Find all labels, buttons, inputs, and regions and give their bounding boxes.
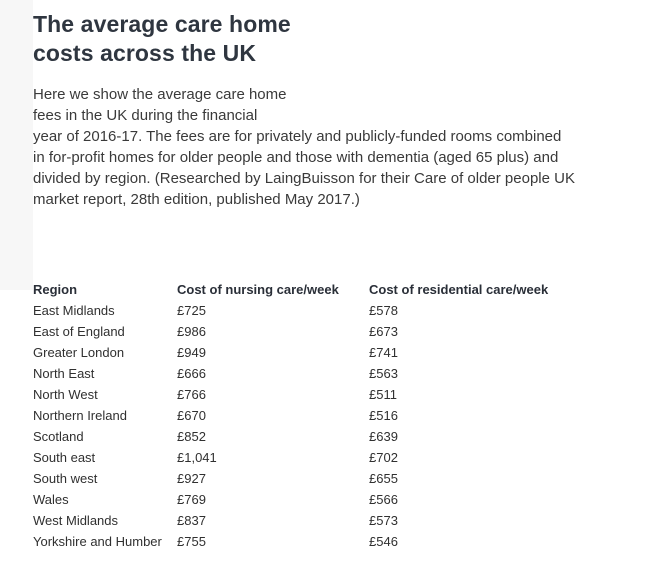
table-row (33, 384, 589, 405)
nursing-cost-cell: £949 (177, 345, 206, 360)
header-region: Region (33, 281, 78, 297)
care-costs-table (33, 278, 589, 552)
table-row (33, 426, 589, 447)
region-cell: North East (33, 366, 95, 381)
header-residential-cost: Cost of residential care/week (369, 281, 549, 297)
region-cell: Greater London (33, 345, 125, 360)
region-cell: Yorkshire and Humber (33, 534, 162, 549)
residential-cost-cell: £516 (369, 408, 398, 423)
page-title (33, 10, 323, 68)
residential-cost-cell: £655 (369, 471, 398, 486)
table-row (33, 363, 589, 384)
residential-cost-cell: £573 (369, 513, 398, 528)
residential-cost-cell: £546 (369, 534, 398, 549)
residential-cost-cell: £578 (369, 303, 398, 318)
residential-cost-cell: £566 (369, 492, 398, 507)
header-nursing-cost: Cost of nursing care/week (177, 281, 339, 297)
region-cell: East of England (33, 324, 125, 339)
residential-cost-cell: £673 (369, 324, 398, 339)
table-row (33, 489, 589, 510)
table-row (33, 405, 589, 426)
table-row (33, 342, 589, 363)
residential-cost-cell: £639 (369, 429, 398, 444)
table-row (33, 321, 589, 342)
nursing-cost-cell: £852 (177, 429, 206, 444)
intro-line: year of 2016-17. The fees are for privately and publicly-funded rooms combined (33, 128, 562, 145)
nursing-cost-cell: £670 (177, 408, 206, 423)
region-cell: South east (33, 450, 96, 465)
intro-line: fees in the UK during the financial (33, 107, 258, 124)
nursing-cost-cell: £766 (177, 387, 206, 402)
nursing-cost-cell: £725 (177, 303, 206, 318)
nursing-cost-cell: £986 (177, 324, 206, 339)
title-line: The average care home (33, 11, 291, 37)
nursing-cost-cell: £755 (177, 534, 206, 549)
left-gutter (0, 0, 33, 290)
table-row (33, 300, 589, 321)
nursing-cost-cell: £666 (177, 366, 206, 381)
intro-line: Here we show the average care home (33, 86, 287, 103)
region-cell: Northern Ireland (33, 408, 127, 423)
table-row (33, 510, 589, 531)
title-line: costs across the UK (33, 40, 257, 66)
table-row (33, 468, 589, 489)
residential-cost-cell: £563 (369, 366, 398, 381)
residential-cost-cell: £741 (369, 345, 398, 360)
region-cell: Wales (33, 492, 69, 507)
nursing-cost-cell: £1,041 (177, 450, 217, 465)
region-cell: West Midlands (33, 513, 119, 528)
region-cell: East Midlands (33, 303, 115, 318)
region-cell: Scotland (33, 429, 84, 444)
residential-cost-cell: £702 (369, 450, 398, 465)
intro-paragraph (33, 84, 633, 210)
nursing-cost-cell: £769 (177, 492, 206, 507)
intro-line: divided by region. (Researched by LaingBuisson for their Care of older people UK (33, 170, 575, 187)
intro-line: market report, 28th edition, published May 2017.) (33, 191, 360, 208)
region-cell: North West (33, 387, 98, 402)
residential-cost-cell: £511 (369, 387, 397, 402)
table-row (33, 531, 589, 552)
table-row (33, 447, 589, 468)
intro-line: in for-profit homes for older people and those with dementia (aged 65 plus) and (33, 149, 559, 166)
region-cell: South west (33, 471, 98, 486)
table-header-row (33, 278, 589, 300)
nursing-cost-cell: £837 (177, 513, 206, 528)
nursing-cost-cell: £927 (177, 471, 206, 486)
